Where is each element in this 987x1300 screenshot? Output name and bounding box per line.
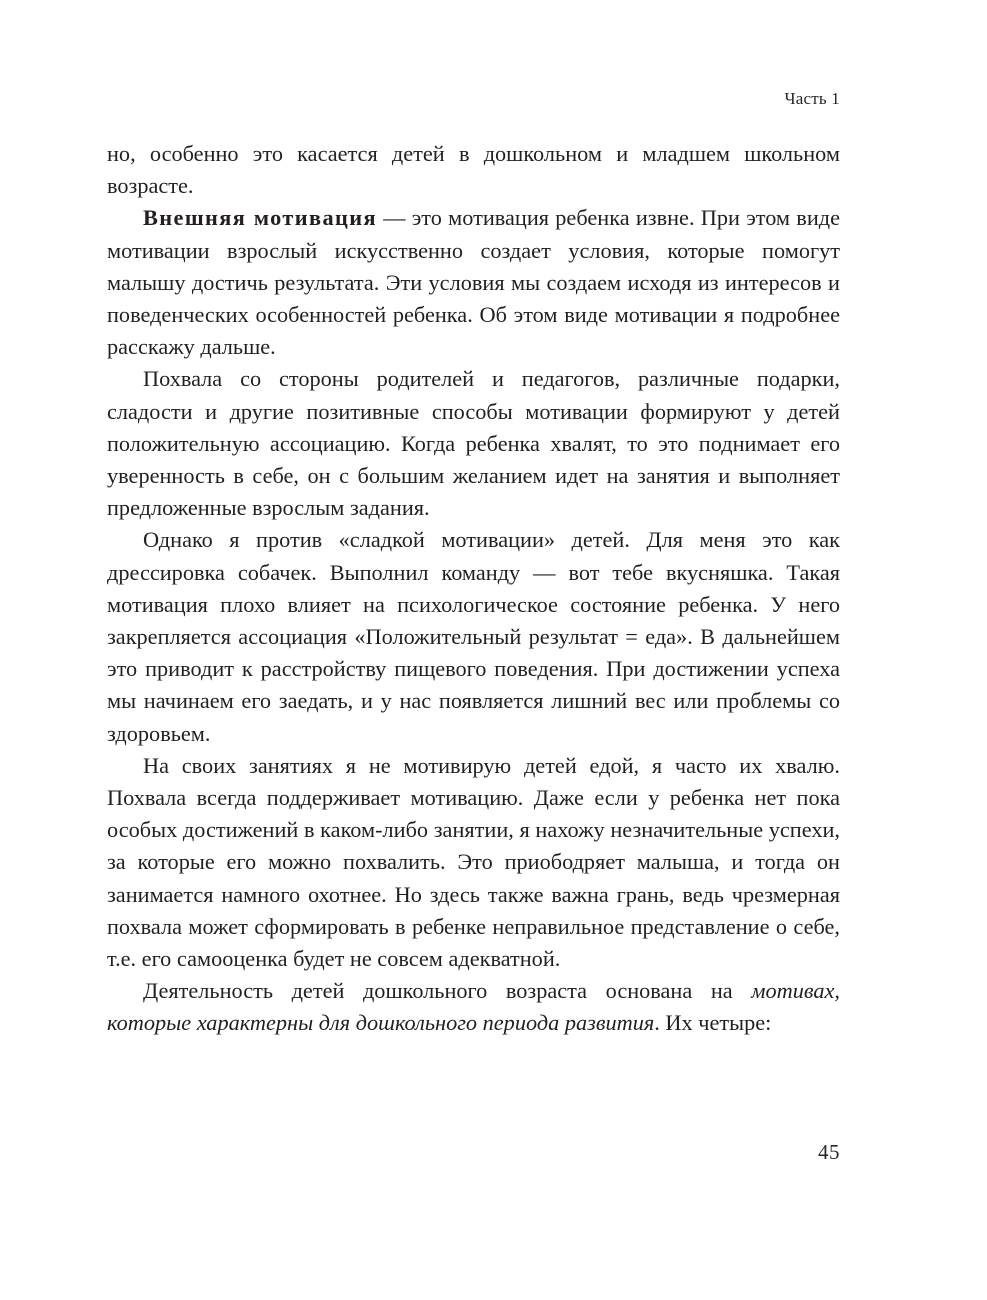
page-number: 45 [818, 1140, 840, 1164]
running-head: Часть 1 [784, 89, 840, 108]
paragraph-run-text: . Их четыре: [654, 1010, 772, 1036]
paragraph-preschool-motives [107, 975, 840, 1039]
lead-term-external-motivation: Внешняя мотивация [143, 205, 377, 231]
paragraph-run-text: Похвала со стороны родителей и педагогов, различные подарки, сладости и другие позитивные способы мотивации формируют у детей положительную ассоциацию. Когда ребенка хвалят, то это поднимает его уверенность в себе, он с большим желанием идет на занятия и выполняет предложенные взрослым задания. [107, 366, 840, 521]
paragraph-praise-and-gifts [107, 363, 840, 524]
paragraph-continuation [107, 138, 840, 202]
paragraph-praise-in-classes [107, 750, 840, 975]
paragraph-run-text: На своих занятиях я не мотивирую детей едой, я часто их хвалю. Похвала всегда поддерживает мотивацию. Даже если у ребенка нет пока особых достижений в каком-либо занятии, я нахожу незначительные успехи, за которые его можно похвалить. Это приободряет малыша, и тогда он занимается намного охотнее. Но здесь также важна грань, ведь чрезмерная похвала может сформировать в ребенке неправильное представление о себе, т.е. его самооценка будет не совсем адекватной. [107, 752, 840, 972]
paragraph-run-text: — это мотивация ребенка извне. При этом виде мотивации взрослый искусственно создает условия, которые помогут малышу достичь результата. Эти условия мы создаем исходя из интересов и поведенческих особенностей ребенка. Об этом виде мотивации я подробнее расскажу дальше. [107, 205, 840, 360]
body-text-block [107, 138, 840, 1040]
paragraph-run-text: но, особенно это касается детей в дошкольном и младшем школьном возрасте. [107, 141, 840, 199]
italic-phrase-motives: мотивах, которые характерны для дошкольного периода развития [107, 978, 840, 1036]
paragraph-against-sweet-motivation [107, 524, 840, 749]
paragraph-external-motivation [107, 202, 840, 363]
paragraph-run-text: Деятельность детей дошкольного возраста основана на [143, 978, 752, 1004]
paragraph-run-text: Однако я против «сладкой мотивации» детей. Для меня это как дрессировка собачек. Выполнил команду — вот тебе вкусняшка. Такая мотивация плохо влияет на психологическое состояние ребенка. У него закрепляется ассоциация «Положительный результат = еда». В дальнейшем это приводит к расстройству пищевого поведения. При достижении успеха мы начинаем его заедать, и у нас появляется лишний вес или проблемы со здоровьем. [107, 527, 840, 746]
